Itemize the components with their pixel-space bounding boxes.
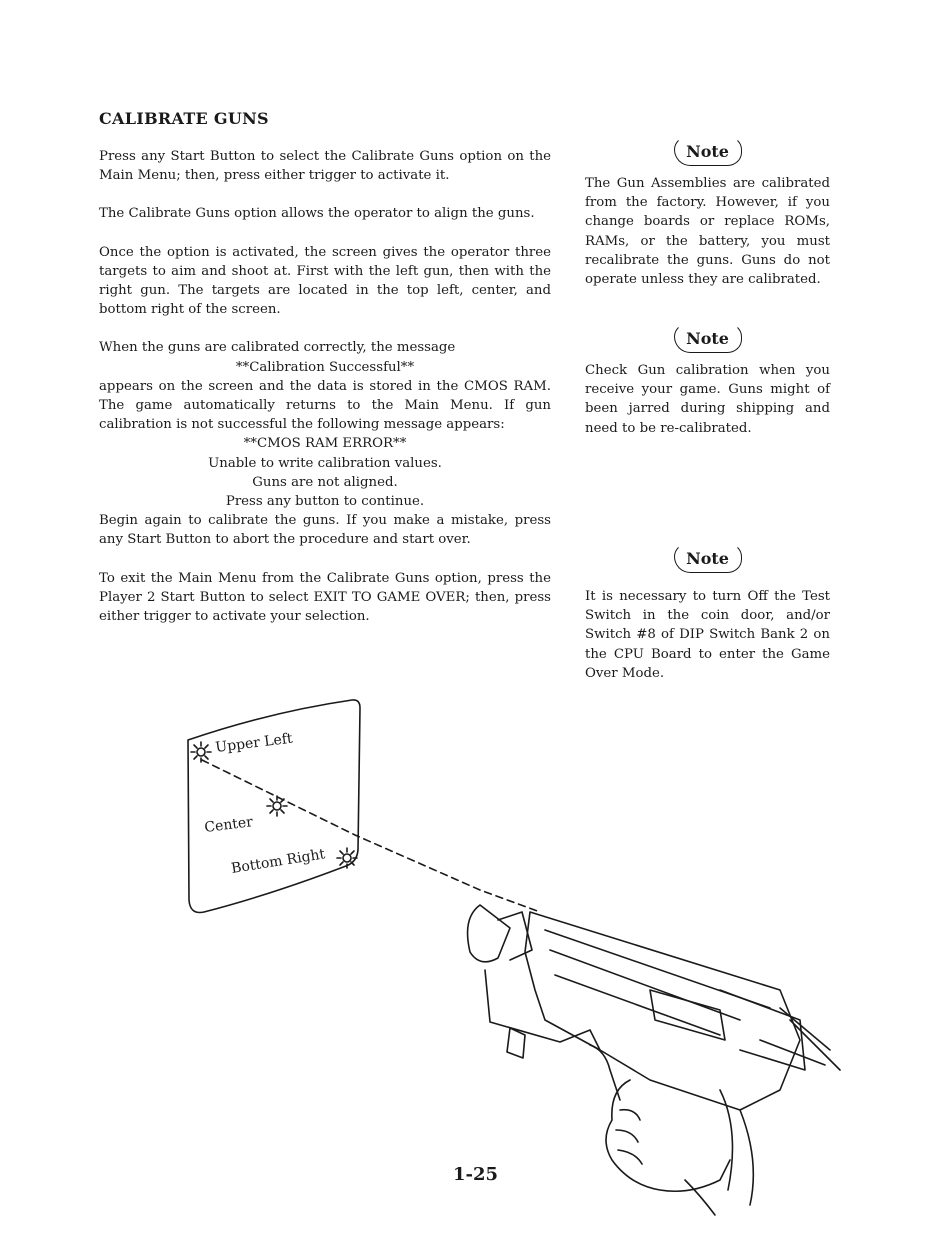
light-gun-drawing [468, 905, 840, 1215]
label-bottom-right: Bottom Right [230, 846, 327, 877]
success-message: **Calibration Successful** [235, 359, 415, 375]
paragraph-purpose: The Calibrate Guns option allows the operator to align the guns. [99, 206, 535, 222]
target-bottom-right-icon [337, 848, 357, 868]
aim-line [202, 760, 540, 912]
gun-calibration-illustration [180, 690, 860, 1220]
paragraph-success-body: appears on the screen and the data is stored in the CMOS RAM. The game automatically returns to the Main Menu. If gun calibration is not successful the following message appears: [99, 378, 551, 433]
note-check-calibration [585, 323, 830, 438]
error-message-line-3: Guns are not aligned. [252, 474, 398, 490]
label-center: Center [203, 814, 254, 836]
paragraph-exit: To exit the Main Menu from the Calibrate Guns option, press the Player 2 Start Button to select EXIT TO GAME OVER; then, press either trigger to activate your selection. [99, 570, 551, 625]
section-title: CALIBRATE GUNS [99, 109, 269, 128]
note-game-over-mode [585, 543, 830, 683]
page-number: 1-25 [453, 1164, 499, 1185]
paragraph-retry: Begin again to calibrate the guns. If you make a mistake, press any Start Button to abort the procedure and start over. [99, 513, 551, 548]
note-text: Check Gun calibration when you receive your game. Guns might of been jarred during shipping and need to be re-calibrated. [585, 363, 830, 436]
monitor-screen-outline [188, 700, 360, 913]
paragraph-success-intro: When the guns are calibrated correctly, the message [99, 340, 456, 356]
error-message-line-1: **CMOS RAM ERROR** [243, 436, 407, 452]
paragraph-targets: Once the option is activated, the screen gives the operator three targets to aim and shoot at. First with the left gun, then with the right gun. The targets are located in the top left, center, and bottom right of the screen. [99, 244, 551, 318]
note-badge: Note [674, 136, 742, 166]
illustration-svg [180, 690, 860, 1220]
paragraph-select-option: Press any Start Button to select the Calibrate Guns option on the Main Menu; then, press either trigger to activate it. [99, 149, 551, 184]
note-text: It is necessary to turn Off the Test Switch in the coin door, and/or Switch #8 of DIP Switch Bank 2 on the CPU Board to enter the Game Over Mode. [585, 589, 830, 681]
note-text: The Gun Assemblies are calibrated from the factory. However, if you change boards or replace ROMs, RAMs, or the battery, you must recalibrate the guns. Guns do not operate unless they are calibrated. [585, 176, 830, 288]
target-center-icon [267, 796, 287, 816]
label-upper-left: Upper Left [214, 730, 294, 756]
main-text-column [99, 147, 551, 645]
note-badge: Note [674, 323, 742, 353]
error-message-line-4: Press any button to continue. [225, 494, 425, 510]
note-badge: Note [674, 543, 742, 573]
target-upper-left-icon [191, 742, 211, 762]
error-message-line-2: Unable to write calibration values. [208, 455, 442, 471]
note-factory-calibration [585, 136, 830, 289]
